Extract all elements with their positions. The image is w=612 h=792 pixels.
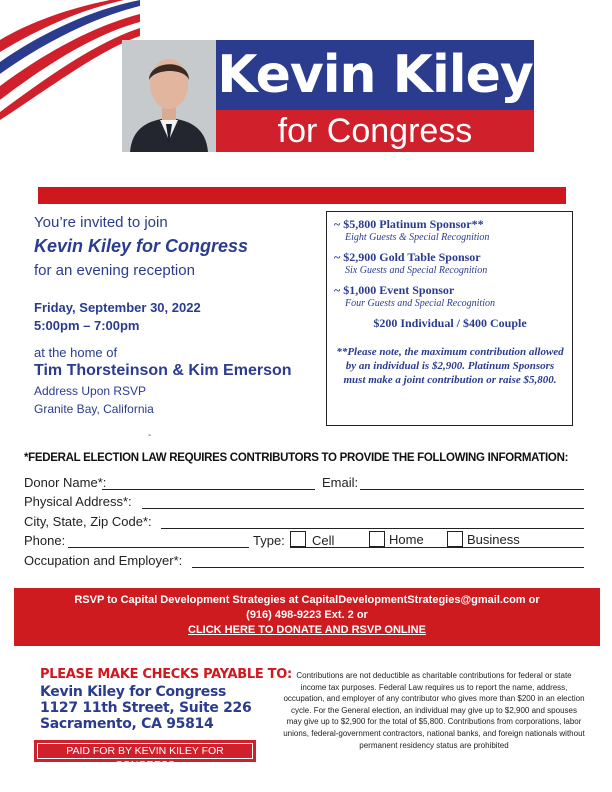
cell-option-label: Cell (312, 533, 335, 548)
occupation-employer-label: Occupation and Employer*: (24, 553, 183, 568)
business-checkbox[interactable] (447, 531, 463, 547)
home-of-label: at the home of (34, 345, 118, 360)
home-checkbox[interactable] (369, 531, 385, 547)
sponsor-tier-name: ~ $5,800 Platinum Sponsor** (334, 217, 484, 231)
flag-ribbon-graphic (0, 0, 140, 120)
paid-for-text: PAID FOR BY KEVIN KILEY FOR CONGRESS (37, 743, 253, 759)
email-label: Email: (322, 475, 359, 490)
phone-label: Phone: (24, 533, 66, 548)
email-field[interactable] (360, 489, 584, 490)
cell-checkbox[interactable] (290, 531, 306, 547)
event-date: Friday, September 30, 2022 (34, 300, 201, 315)
checks-payable-heading: PLEASE MAKE CHECKS PAYABLE TO: (40, 667, 292, 682)
donate-rsvp-link[interactable]: CLICK HERE TO DONATE AND RSVP ONLINE (188, 624, 426, 636)
city-state-zip-field[interactable] (161, 528, 584, 529)
physical-address-label: Physical Address*: (24, 494, 132, 509)
city-state-zip-label: City, State, Zip Code*: (24, 514, 152, 529)
sponsor-tier (334, 283, 566, 309)
paid-for-badge (34, 740, 256, 771)
invitation-line-3: for an evening reception (34, 262, 195, 279)
sponsor-tier-desc: Six Guests and Special Recognition (345, 265, 488, 276)
candidate-photo (122, 40, 216, 152)
sponsor-tier-desc: Eight Guests & Special Recognition (345, 232, 490, 243)
event-city: Granite Bay, California (34, 402, 154, 416)
payee-street: 1127 11th Street, Suite 226 (40, 700, 252, 716)
rsvp-phone-line: (916) 498-9223 Ext. 2 or (246, 609, 368, 621)
phone-type-label: Type: (253, 533, 285, 548)
sponsor-levels-box (326, 211, 573, 426)
event-hosts: Tim Thorsteinson & Kim Emerson (34, 362, 292, 379)
fec-requirement-heading: *FEDERAL ELECTION LAW REQUIRES CONTRIBUTORS TO PROVIDE THE FOLLOWING INFORMATION: (24, 452, 569, 464)
occupation-employer-field[interactable] (192, 567, 584, 568)
invitation-line-1: You’re invited to join (34, 214, 168, 231)
invitation-title: Kevin Kiley for Congress (34, 236, 249, 256)
sponsor-tier-name: ~ $2,900 Gold Table Sponsor (334, 250, 481, 264)
sponsor-tier (334, 217, 566, 243)
business-option-label: Business (467, 532, 520, 547)
stray-dash: - (148, 430, 152, 441)
rsvp-email-line: RSVP to Capital Development Strategies at CapitalDevelopmentStrategies@gmail.com or (74, 594, 540, 606)
donor-name-label: Donor Name*: (24, 475, 107, 490)
payee-city: Sacramento, CA 95814 (40, 716, 214, 732)
phone-field[interactable] (68, 547, 249, 548)
event-time: 5:00pm – 7:00pm (34, 318, 140, 333)
divider-bar (38, 187, 566, 204)
event-address: Address Upon RSVP (34, 384, 147, 398)
rsvp-box (14, 588, 600, 646)
contribution-note: **Please note, the maximum contribution allowed by an individual is $2,900. Platinum Sponsors must make a joint contribution or raise $5,800. (336, 346, 564, 386)
office-banner: for Congress (216, 110, 534, 152)
home-option-label: Home (389, 532, 424, 547)
candidate-name-banner: Kevin Kiley (216, 40, 534, 110)
sponsor-tier (334, 250, 566, 276)
phone-type-underline (290, 547, 584, 548)
sponsor-tier-name: ~ $1,000 Event Sponsor (334, 283, 455, 297)
donor-name-field[interactable] (102, 489, 315, 490)
sponsor-tier-desc: Four Guests and Special Recognition (345, 298, 495, 309)
physical-address-field[interactable] (142, 508, 584, 509)
payee-name: Kevin Kiley for Congress (40, 684, 227, 700)
contribution-disclaimer: Contributions are not deductible as charitable contributions for federal or state income tax purposes. Federal Law requires us to report the name, address, occupation, and employer of any contributor who gives more than $200 in an election cycle. For the General election, an individual may give up to $2,900 and spouses may give up to $2,900 for the total of $5,800. Contributions from corporations, labor unions, federal-government contractors, national banks, and foreign nationals without permanent residency status are prohibited (283, 671, 585, 750)
individual-ticket-price: $200 Individual / $400 Couple (373, 316, 527, 330)
